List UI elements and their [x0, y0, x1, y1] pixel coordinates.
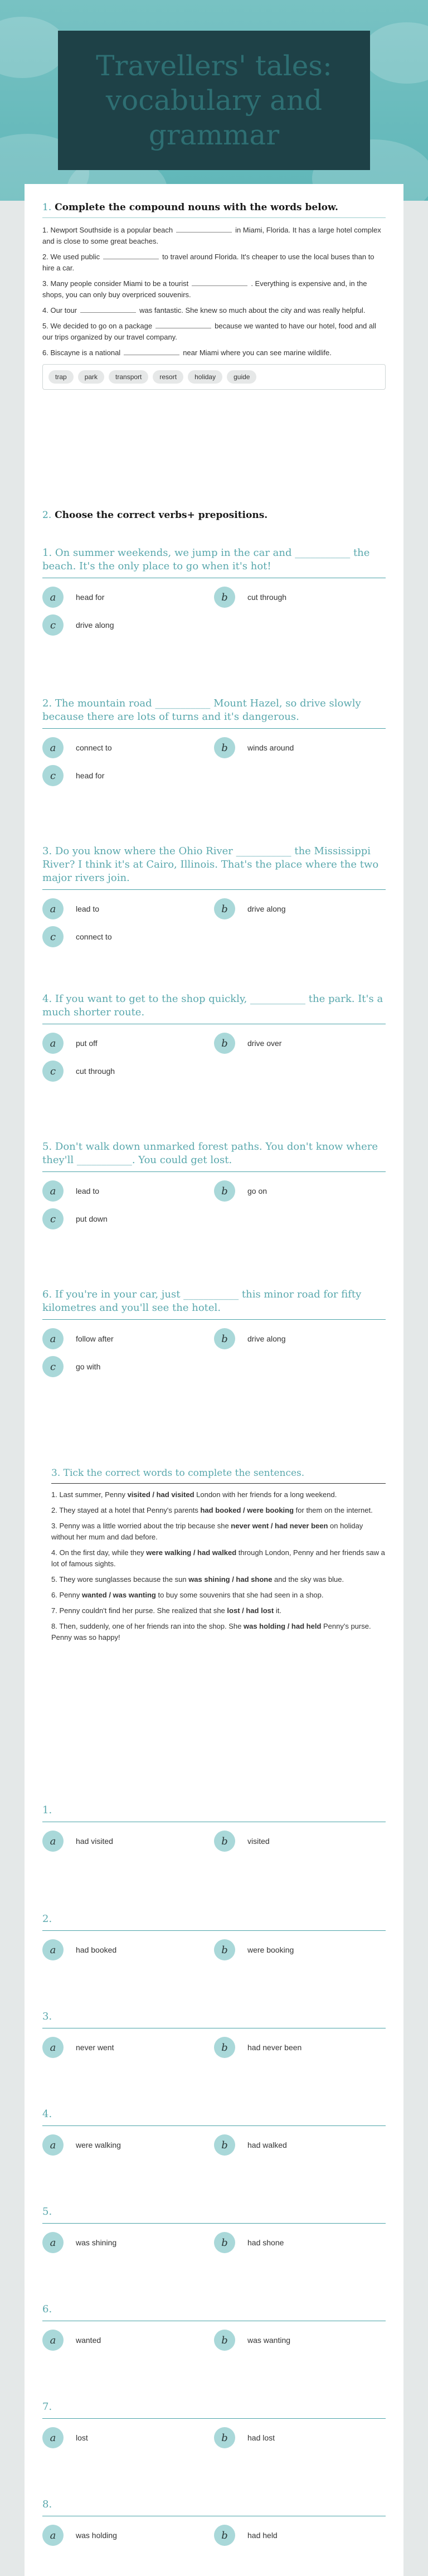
choice-words: was holding / had held: [243, 1622, 322, 1630]
option-label: lead to: [76, 904, 100, 913]
sentence-text: 4. Our tour: [42, 306, 77, 314]
section-3: [51, 1466, 386, 1648]
question-text: 6. If you're in your car, just ___________ this minor road for fifty kilometres and you'll see the hotel.: [42, 1289, 362, 1314]
sentence: [51, 1574, 386, 1585]
sentence-text: Penny's purse. Penny was so happy!: [51, 1622, 371, 1642]
option-label: had visited: [76, 1837, 113, 1846]
answer-option[interactable]: [214, 1328, 386, 1350]
options-grid: [42, 586, 386, 636]
answer-option[interactable]: [42, 1032, 214, 1054]
choice-words: visited / had visited: [127, 1490, 194, 1499]
option-letter-badge: a: [42, 587, 64, 608]
answer-option[interactable]: [42, 1830, 214, 1852]
option-label: had held: [247, 2531, 278, 2540]
cloud-decoration: [0, 17, 67, 78]
blank-field[interactable]: [192, 279, 247, 286]
option-label: cut through: [247, 593, 287, 602]
question-block: [42, 546, 386, 636]
question-block: [42, 697, 386, 787]
question-block: [42, 1140, 386, 1230]
sentence-text: and the sky was blue.: [272, 1575, 344, 1584]
question-number: 1.: [42, 1804, 52, 1816]
word-chip[interactable]: holiday: [188, 370, 222, 384]
answer-option[interactable]: [214, 1180, 386, 1202]
option-label: had lost: [247, 2433, 275, 2442]
blank-field[interactable]: [155, 321, 211, 328]
question-number: 2.: [42, 1913, 52, 1925]
option-letter-badge: b: [214, 737, 235, 758]
answer-option[interactable]: [42, 1939, 214, 1961]
option-letter-badge: a: [42, 1328, 64, 1349]
sentence-text: 4. On the first day, while they: [51, 1548, 147, 1557]
question-block: [42, 1804, 386, 1852]
option-label: connect to: [76, 932, 112, 941]
answer-option[interactable]: [42, 898, 214, 920]
option-letter-badge: a: [42, 2330, 64, 2351]
word-chip[interactable]: park: [78, 370, 104, 384]
question-block: [42, 2303, 386, 2351]
worksheet-card: [25, 184, 403, 2576]
option-label: head for: [76, 593, 105, 602]
option-label: go on: [247, 1187, 268, 1195]
option-letter-badge: a: [42, 2037, 64, 2058]
option-letter-badge: b: [214, 587, 235, 608]
option-label: drive along: [247, 904, 286, 913]
option-label: go with: [76, 1362, 101, 1371]
answer-option[interactable]: [214, 1830, 386, 1852]
question-text: 5. Don't walk down unmarked forest paths. You don't know where they'll ___________. You could get lost.: [42, 1141, 378, 1166]
option-label: cut through: [76, 1067, 115, 1076]
answer-option[interactable]: [42, 2329, 214, 2351]
option-label: was holding: [76, 2531, 117, 2540]
options-grid: [42, 1939, 386, 1961]
sentence-text: through London, Penny and her friends saw a lot of famous sights.: [51, 1548, 385, 1568]
option-letter-badge: c: [42, 1061, 64, 1082]
option-letter-badge: a: [42, 2427, 64, 2448]
option-label: winds around: [247, 743, 294, 752]
option-letter-badge: b: [214, 898, 235, 919]
question-text: 3. Do you know where the Ohio River ___________ the Mississippi River? I think it's at Cairo, Illinois. That's the place where the two major rivers join.: [42, 845, 379, 884]
sentence-text: 3. Many people consider Miami to be a tourist: [42, 279, 189, 288]
option-label: was wanting: [247, 2336, 291, 2345]
option-label: had never been: [247, 2043, 302, 2052]
question-text: 4. If you want to get to the shop quickly, ___________ the park. It's a much shorter route.: [42, 993, 383, 1018]
word-bank: [42, 364, 386, 390]
option-letter-badge: b: [214, 1180, 235, 1202]
options-grid: [42, 1032, 386, 1082]
section-title-text: Choose the correct verbs+ prepositions.: [55, 510, 268, 521]
question-text: 1. On summer weekends, we jump in the car and ___________ the beach. It's the only place to go when it's hot!: [42, 547, 370, 572]
sentence: [51, 1621, 386, 1643]
sentence: [42, 347, 386, 359]
sentence-text: 1. Newport Southside is a popular beach: [42, 226, 173, 234]
section-2-title: [42, 510, 386, 521]
sentence-text: in Miami, Florida. It has a large hotel complex and is close to some great beaches.: [42, 226, 381, 245]
sentence-list: [42, 225, 386, 359]
cloud-decoration: [362, 22, 428, 84]
option-label: connect to: [76, 743, 112, 752]
option-letter-badge: b: [214, 1939, 235, 1960]
blank-field[interactable]: [103, 252, 159, 259]
sentence-list: [51, 1489, 386, 1643]
option-label: were booking: [247, 1945, 294, 1954]
divider: [42, 2125, 386, 2126]
answer-option[interactable]: [42, 2524, 214, 2546]
question-block: [42, 1912, 386, 1961]
sentence: [51, 1605, 386, 1616]
answer-option[interactable]: [214, 1032, 386, 1054]
question-block: [42, 2205, 386, 2254]
sentence: [42, 225, 386, 247]
choice-words: never went / had never been: [231, 1522, 328, 1530]
answer-option[interactable]: [42, 2231, 214, 2254]
option-letter-badge: b: [214, 2037, 235, 2058]
sentence-text: because we wanted to have our hotel, food and all our trips organized by our travel company.: [42, 322, 376, 341]
question-number: 3.: [42, 2011, 52, 2022]
answer-option[interactable]: [42, 1328, 214, 1350]
sentence: [42, 278, 386, 301]
option-letter-badge: b: [214, 2427, 235, 2448]
option-label: drive along: [247, 1334, 286, 1343]
divider: [42, 2418, 386, 2419]
answer-option[interactable]: [214, 2524, 386, 2546]
sentence-text: to travel around Florida. It's cheaper to use the local buses than to hire a car.: [42, 253, 374, 272]
section-title-text: Complete the compound nouns with the words below.: [55, 202, 338, 213]
option-letter-badge: a: [42, 2525, 64, 2546]
answer-option[interactable]: [214, 586, 386, 608]
section-number: 1.: [42, 202, 52, 213]
blank-field[interactable]: [80, 306, 136, 313]
sentence-text: . Everything is expensive and, in the shops, you can only buy overpriced souvenirs.: [42, 279, 367, 299]
option-letter-badge: b: [214, 1033, 235, 1054]
question-number: 6.: [42, 2303, 52, 2315]
sentence-text: 5. They wore sunglasses because the sun: [51, 1575, 189, 1584]
title-box: [58, 31, 370, 170]
option-letter-badge: b: [214, 1328, 235, 1349]
question-block: [42, 992, 386, 1082]
option-label: put off: [76, 1039, 98, 1048]
option-label: never went: [76, 2043, 114, 2052]
choice-words: had booked / were booking: [200, 1506, 294, 1514]
option-label: wanted: [76, 2336, 101, 2345]
option-label: had shone: [247, 2238, 284, 2247]
option-label: drive over: [247, 1039, 282, 1048]
sentence-text: 6. Penny: [51, 1591, 82, 1599]
option-letter-badge: b: [214, 2525, 235, 2546]
answer-option[interactable]: [42, 1180, 214, 1202]
answer-option[interactable]: [214, 898, 386, 920]
sentence: [51, 1505, 386, 1516]
sentence-text: for them on the internet.: [294, 1506, 373, 1514]
option-label: follow after: [76, 1334, 114, 1343]
section-3-title: 3. Tick the correct words to complete the sentences.: [51, 1468, 305, 1479]
option-letter-badge: a: [42, 2134, 64, 2156]
choice-words: was shining / had shone: [188, 1575, 273, 1584]
sentence: [42, 305, 386, 316]
answer-option[interactable]: [42, 586, 214, 608]
options-grid: [42, 2036, 386, 2059]
sentence: [51, 1489, 386, 1500]
sentence-text: 6. Biscayne is a national: [42, 348, 121, 357]
question-text: 2. The mountain road ___________ Mount Hazel, so drive slowly because there are lots of turns and it's dangerous.: [42, 698, 361, 723]
sentence: [42, 321, 386, 343]
answer-option[interactable]: [214, 2231, 386, 2254]
sentence: [51, 1547, 386, 1570]
option-label: put down: [76, 1214, 108, 1223]
answer-option[interactable]: [42, 1355, 214, 1378]
answer-option[interactable]: [42, 764, 214, 787]
answer-option[interactable]: [42, 614, 214, 636]
choice-words: were walking / had walked: [146, 1548, 237, 1557]
question-block: [42, 1288, 386, 1378]
section-1: [42, 202, 386, 390]
answer-option[interactable]: [214, 2036, 386, 2059]
answer-option[interactable]: [214, 2427, 386, 2449]
divider: [51, 1483, 386, 1484]
answer-option[interactable]: [214, 737, 386, 759]
divider: [42, 217, 386, 218]
sentence: [51, 1521, 386, 1543]
divider: [42, 1171, 386, 1172]
option-label: were walking: [76, 2141, 121, 2149]
sentence-text: 1. Last summer, Penny: [51, 1490, 128, 1499]
answer-option[interactable]: [42, 2134, 214, 2156]
divider: [42, 2223, 386, 2224]
options-grid: [42, 2329, 386, 2351]
answer-option[interactable]: [42, 2427, 214, 2449]
section-2: [42, 510, 386, 521]
options-grid: [42, 2134, 386, 2156]
option-letter-badge: a: [42, 2232, 64, 2253]
options-grid: [42, 898, 386, 948]
question-block: [42, 2010, 386, 2059]
divider: [42, 889, 386, 890]
sentence-text: it.: [274, 1606, 281, 1615]
options-grid: [42, 737, 386, 787]
option-letter-badge: c: [42, 1208, 64, 1229]
option-letter-badge: c: [42, 926, 64, 947]
option-label: lost: [76, 2433, 88, 2442]
question-block: [42, 2108, 386, 2156]
answer-option[interactable]: [42, 2036, 214, 2059]
divider: [42, 728, 386, 729]
option-label: visited: [247, 1837, 270, 1846]
question-number: 4.: [42, 2108, 52, 2120]
option-letter-badge: c: [42, 1356, 64, 1377]
sentence-text: London with her friends for a long weekend.: [194, 1490, 337, 1499]
divider: [42, 1319, 386, 1320]
word-chip[interactable]: transport: [109, 370, 148, 384]
blank-field[interactable]: [124, 348, 179, 355]
option-label: lead to: [76, 1187, 100, 1195]
option-letter-badge: a: [42, 737, 64, 758]
options-grid: [42, 2231, 386, 2254]
choice-words: lost / had lost: [227, 1606, 274, 1615]
option-label: drive along: [76, 621, 114, 630]
option-letter-badge: b: [214, 2232, 235, 2253]
answer-option[interactable]: [42, 737, 214, 759]
choice-words: wanted / was wanting: [81, 1591, 156, 1599]
option-letter-badge: b: [214, 2330, 235, 2351]
question-block: [42, 2498, 386, 2546]
question-number: 8.: [42, 2498, 52, 2510]
option-label: had booked: [76, 1945, 117, 1954]
options-grid: [42, 2524, 386, 2546]
page-title: Travellers' tales: vocabulary and grammar: [96, 50, 332, 151]
sentence-text: was fantastic. She knew so much about the city and was really helpful.: [139, 306, 366, 314]
option-label: was shining: [76, 2238, 117, 2247]
sentence: [51, 1590, 386, 1601]
sentence-text: 2. They stayed at a hotel that Penny's parents: [51, 1506, 201, 1514]
question-block: [42, 2400, 386, 2449]
option-letter-badge: a: [42, 1831, 64, 1852]
header-banner: [0, 0, 428, 201]
answer-option[interactable]: [42, 926, 214, 948]
sentence-text: 2. We used public: [42, 253, 100, 261]
sentence: [42, 251, 386, 274]
sentence-text: to buy some souvenirs that she had seen in a shop.: [155, 1591, 324, 1599]
sentence-text: 3. Penny was a little worried about the trip because she: [51, 1522, 231, 1530]
option-letter-badge: a: [42, 1939, 64, 1960]
option-label: had walked: [247, 2141, 287, 2149]
sentence-text: on holiday without her mum and dad before.: [51, 1522, 363, 1541]
question-number: 5.: [42, 2206, 52, 2217]
option-letter-badge: a: [42, 898, 64, 919]
option-letter-badge: a: [42, 1180, 64, 1202]
question-block: [42, 845, 386, 948]
option-letter-badge: b: [214, 2134, 235, 2156]
word-chip[interactable]: resort: [153, 370, 183, 384]
divider: [42, 1930, 386, 1931]
sentence-text: 8. Then, suddenly, one of her friends ran into the shop. She: [51, 1622, 244, 1630]
options-grid: [42, 2427, 386, 2449]
section-1-title: [42, 202, 386, 213]
option-letter-badge: b: [214, 1831, 235, 1852]
answer-option[interactable]: [214, 2329, 386, 2351]
sentence-text: 7. Penny couldn't find her purse. She realized that she: [51, 1606, 227, 1615]
answer-option[interactable]: [42, 1208, 214, 1230]
options-grid: [42, 1830, 386, 1852]
answer-option[interactable]: [42, 1060, 214, 1082]
option-label: head for: [76, 771, 105, 780]
option-letter-badge: a: [42, 1033, 64, 1054]
options-grid: [42, 1180, 386, 1230]
option-letter-badge: c: [42, 765, 64, 786]
answer-option[interactable]: [214, 2134, 386, 2156]
section-number: 2.: [42, 510, 52, 521]
options-grid: [42, 1328, 386, 1378]
answer-option[interactable]: [214, 1939, 386, 1961]
sentence-text: 5. We decided to go on a package: [42, 322, 153, 330]
question-number: 7.: [42, 2401, 52, 2413]
word-chip[interactable]: trap: [48, 370, 74, 384]
word-chip[interactable]: guide: [227, 370, 256, 384]
option-letter-badge: c: [42, 614, 64, 636]
blank-field[interactable]: [176, 225, 232, 233]
sentence-text: near Miami where you can see marine wildlife.: [183, 348, 332, 357]
